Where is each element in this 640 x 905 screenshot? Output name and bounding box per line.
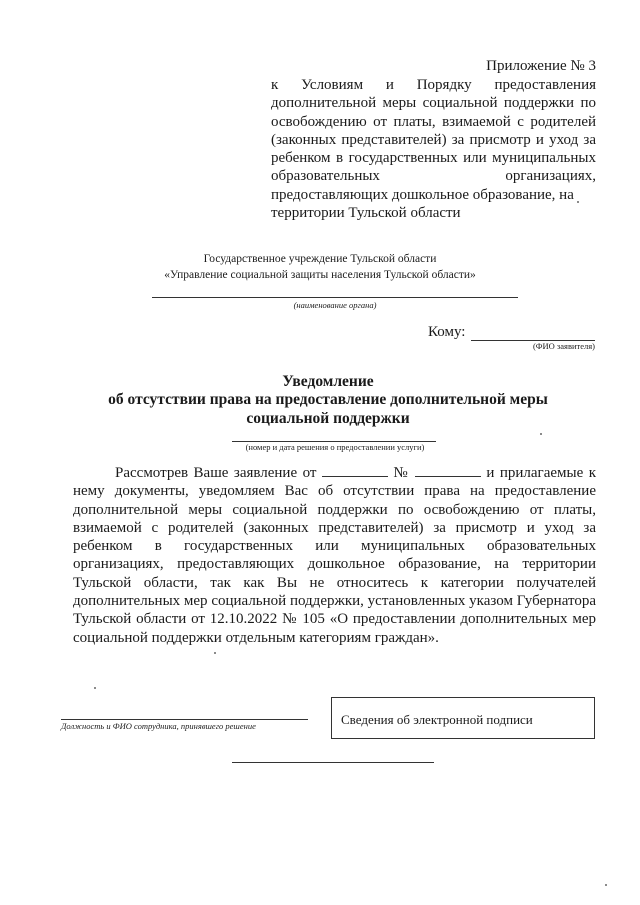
organization-line-1: Государственное учреждение Тульской области <box>203 253 437 265</box>
organization-underline <box>152 297 518 298</box>
scan-speck <box>94 687 96 689</box>
notice-title <box>60 373 596 428</box>
appendix-title: Приложение № 3 <box>486 58 596 74</box>
application-number-blank <box>415 464 481 477</box>
signature-box <box>331 697 595 739</box>
scan-speck <box>540 433 542 435</box>
organization-line-2: «Управление социальной защиты населения Тульской области» <box>164 269 476 281</box>
appendix-line: ребенком в государственных или муниципальных <box>271 150 596 167</box>
notice-title-line-1: Уведомление <box>282 373 374 390</box>
scan-speck <box>605 884 607 886</box>
appendix-text <box>271 76 596 222</box>
appendix-line: (законных представителей) за присмотр и уход за <box>271 131 596 148</box>
bottom-underline <box>232 762 434 763</box>
recipient-label: Кому: <box>428 324 466 340</box>
scan-speck <box>214 652 216 654</box>
scan-speck <box>577 201 579 203</box>
appendix-line: предоставляющих дошкольное образование, на <box>271 186 574 203</box>
appendix-line: образовательных организациях, <box>271 168 596 185</box>
organization-name <box>0 251 640 283</box>
decision-number-caption: (номер и дата решения о предоставлении услуги) <box>245 442 425 452</box>
body-part-1: Рассмотрев Ваше заявление от <box>115 465 317 481</box>
organization-caption: (наименование органа) <box>293 300 377 310</box>
body-part-3: и прилагаемые к нему документы, уведомляем Вас об отсутствии права на предоставление дополнительной меры социальной поддержки по освобождению от платы, взимаемой с родителей (законных представителей) за присмотр и уход за ребенком в государственных или муниципальных образовательных организациях, предоставляющих дошкольное образование, на территории Тульской области, так как Вы не относитесь к категории получателей дополнительных мер социальной поддержки, установленных указом Губернатора Тульской области от 12.10.2022 № 105 «О предоставлении дополнительных мер социальной поддержки отдельным категориям граждан». <box>73 465 597 646</box>
application-date-blank <box>322 464 388 477</box>
appendix-line: территории Тульской области <box>271 205 461 222</box>
recipient-caption: (ФИО заявителя) <box>532 341 595 351</box>
appendix-line: к Условиям и Порядку предоставления <box>271 77 596 93</box>
position-underline <box>61 719 308 720</box>
body-part-2: № <box>393 465 410 481</box>
appendix-line: дополнительной меры социальной поддержки по <box>271 95 596 112</box>
position-caption: Должность и ФИО сотрудника, принявшего решение <box>61 721 256 731</box>
notice-title-line-3: социальной поддержки <box>246 409 410 427</box>
appendix-line: освобождению от платы, взимаемой с родителей <box>271 113 596 130</box>
signature-box-label: Сведения об электронной подписи <box>341 712 533 727</box>
notice-title-line-2: об отсутствии права на предоставление дополнительной меры <box>108 391 548 409</box>
notice-body <box>73 464 596 647</box>
